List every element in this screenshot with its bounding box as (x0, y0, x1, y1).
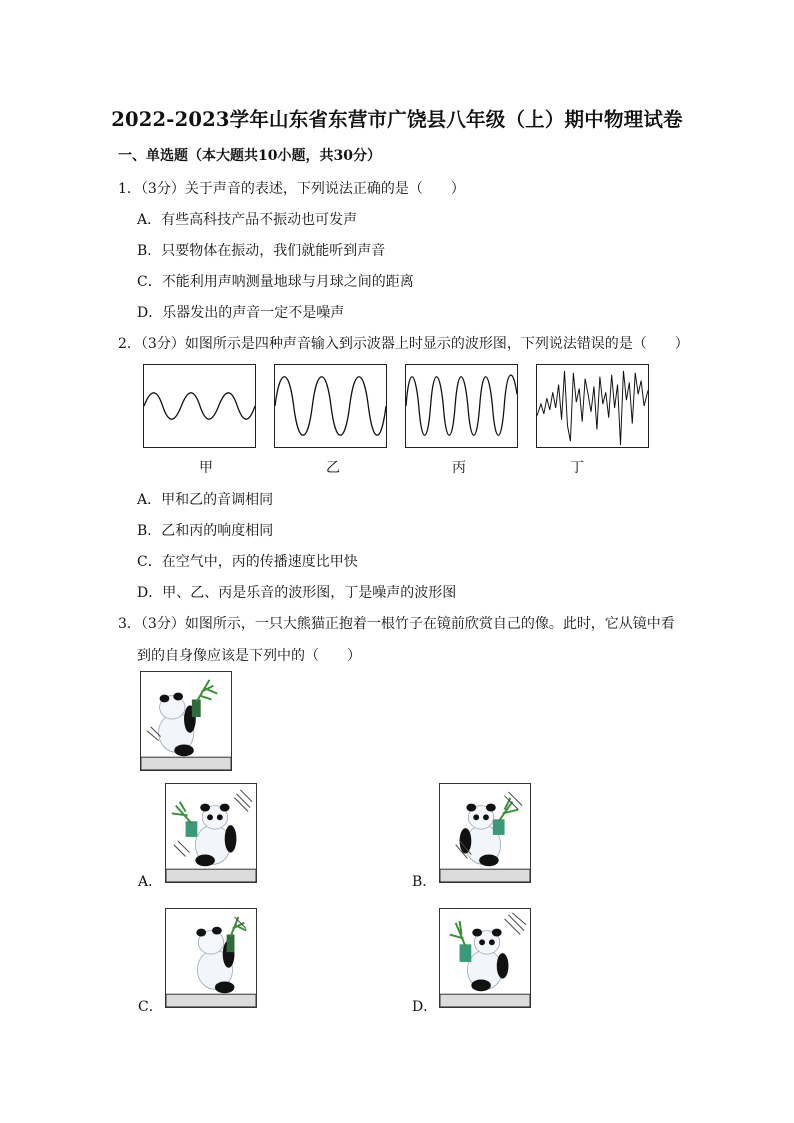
question-3-stem-line-2: 到的自身像应该是下列中的（ ） (137, 648, 361, 664)
panda-option-d-figure[interactable] (439, 908, 531, 1008)
question-3-stem-line-1: 3．（3分）如图所示，一只大熊猫正抱着一根竹子在镜前欣赏自己的像。此时，它从镜中看 (118, 616, 675, 632)
q3-option-a-label: A． (138, 874, 163, 890)
waveform-ding (536, 364, 649, 448)
waveform-yi (274, 364, 387, 448)
q3-option-c-label: C． (138, 999, 163, 1015)
waveform-bing (405, 364, 518, 448)
panda-option-c-figure[interactable] (165, 908, 257, 1008)
q3-option-d-label: D． (412, 999, 438, 1015)
q3-option-b-label: B． (412, 874, 437, 890)
section-heading: 一、单选题（本大题共10小题，共30分） (118, 148, 381, 164)
wave-label-ding: 丁 (570, 460, 584, 476)
question-1-option-d: D．乐器发出的声音一定不是噪声 (137, 305, 345, 321)
waveform-jia (143, 364, 256, 448)
panda-reference-figure (140, 671, 232, 771)
panda-option-a-figure[interactable] (165, 783, 257, 883)
question-2-option-c: C．在空气中，丙的传播速度比甲快 (137, 554, 358, 570)
wave-label-yi: 乙 (326, 460, 340, 476)
wave-label-jia: 甲 (199, 460, 213, 476)
panda-option-b-figure[interactable] (439, 783, 531, 883)
question-2-option-a: A．甲和乙的音调相同 (137, 492, 274, 508)
question-1-stem: 1．（3分）关于声音的表述，下列说法正确的是（ ） (118, 181, 465, 197)
question-2-option-b: B．乙和丙的响度相同 (137, 523, 274, 539)
question-1-option-c: C．不能利用声呐测量地球与月球之间的距离 (137, 274, 414, 290)
page-title: 2022-2023学年山东省东营市广饶县八年级（上）期中物理试卷 (111, 108, 683, 131)
question-1-option-a: A．有些高科技产品不振动也可发声 (137, 212, 358, 228)
question-1-option-b: B．只要物体在振动，我们就能听到声音 (137, 243, 386, 259)
wave-label-bing: 丙 (452, 460, 466, 476)
question-2-stem: 2．（3分）如图所示是四种声音输入到示波器上时显示的波形图，下列说法错误的是（ ） (118, 336, 689, 352)
question-2-option-d: D．甲、乙、丙是乐音的波形图，丁是噪声的波形图 (137, 585, 457, 601)
